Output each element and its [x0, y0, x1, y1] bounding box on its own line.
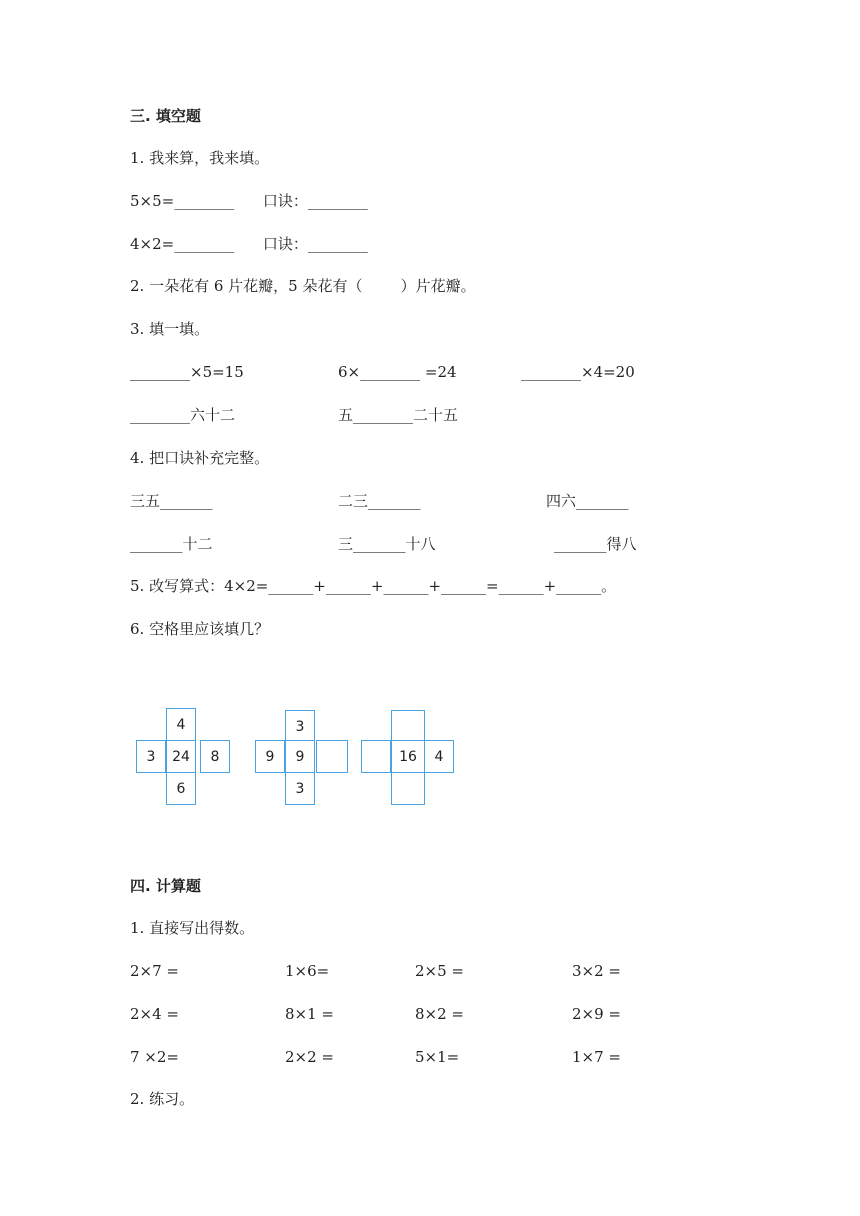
q3-item: ________×4=20 — [521, 363, 635, 381]
cross2-bottom-cell: 3 — [285, 772, 315, 805]
q3-item: 五________二十五 — [338, 406, 459, 424]
calc-item: 2×9 = — [572, 1005, 621, 1023]
q5-prompt: 5. 改写算式：4×2=______+______+______+______=______+______。 — [130, 577, 617, 595]
calc-item: 8×1 = — [285, 1005, 334, 1023]
cross3-right-cell: 4 — [424, 740, 454, 773]
q4-item: 四六_______ — [546, 492, 629, 510]
cross3-bottom-cell — [391, 772, 425, 805]
q3-item: 6×________ =24 — [338, 363, 457, 381]
calc-q1-prompt: 1. 直接写出得数。 — [130, 919, 255, 937]
q4-item: 三_______十八 — [338, 535, 436, 553]
cross2-top-cell: 3 — [285, 710, 315, 743]
q1-row2: 4×2=________ 口诀：________ — [130, 235, 368, 253]
q1-prompt: 1. 我来算，我来填。 — [130, 149, 270, 167]
q4-item: _______得八 — [554, 535, 637, 553]
calc-item: 2×4 = — [130, 1005, 179, 1023]
cross3-center-cell: 16 — [391, 740, 425, 773]
q3-item: ________×5=15 — [130, 363, 244, 381]
cross1-bottom-cell: 6 — [166, 772, 196, 805]
q3-prompt: 3. 填一填。 — [130, 320, 210, 338]
cross1-right-cell: 8 — [200, 740, 230, 773]
calc-item: 2×2 = — [285, 1048, 334, 1066]
q6-prompt: 6. 空格里应该填几？ — [130, 620, 270, 638]
cross2-left-cell: 9 — [255, 740, 285, 773]
q4-item: 三五_______ — [130, 492, 213, 510]
calc-q2-prompt: 2. 练习。 — [130, 1090, 195, 1108]
cross1-left-cell: 3 — [136, 740, 166, 773]
q2-prompt: 2. 一朵花有 6 片花瓣，5 朵花有（ ）片花瓣。 — [130, 277, 476, 295]
calc-item: 8×2 = — [415, 1005, 464, 1023]
cross3-top-cell — [391, 710, 425, 743]
section4-title: 四. 计算题 — [130, 877, 201, 895]
q1-row1: 5×5=________ 口诀：________ — [130, 192, 368, 210]
q4-item: _______十二 — [130, 535, 213, 553]
cross3-left-cell — [361, 740, 391, 773]
calc-item: 2×5 = — [415, 962, 464, 980]
calc-item: 1×6= — [285, 962, 330, 980]
q3-item: ________六十二 — [130, 406, 236, 424]
cross1-center-cell: 24 — [166, 740, 196, 773]
calc-item: 5×1= — [415, 1048, 460, 1066]
cross2-center-cell: 9 — [285, 740, 315, 773]
calc-item: 1×7 = — [572, 1048, 621, 1066]
section3-title: 三. 填空题 — [130, 107, 201, 125]
q4-item: 二三_______ — [338, 492, 421, 510]
calc-item: 7 ×2= — [130, 1048, 179, 1066]
cross2-right-cell — [316, 740, 348, 773]
calc-item: 2×7 = — [130, 962, 179, 980]
q4-prompt: 4. 把口诀补充完整。 — [130, 449, 270, 467]
cross1-top-cell: 4 — [166, 708, 196, 741]
calc-item: 3×2 = — [572, 962, 621, 980]
